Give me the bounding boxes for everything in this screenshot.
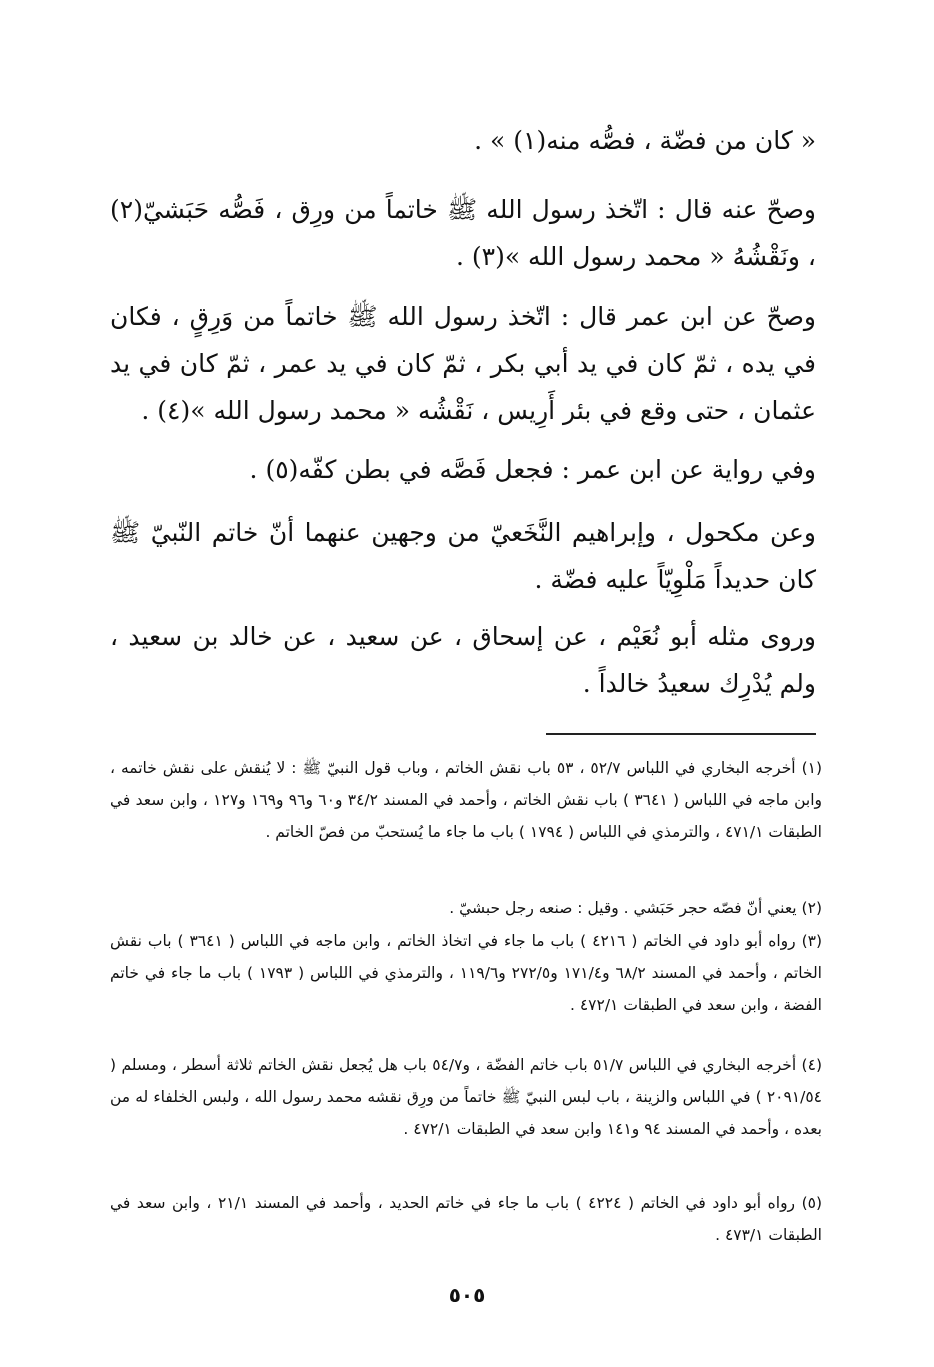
body-paragraph-2: وصحّ عنه قال : اتّخذ رسول الله ﷺ خاتماً من ورِق ، فَصُّه حَبَشيّ(٢) ، ونَقْشُهُ « محمد رسول الله »(٣) . — [110, 195, 816, 271]
footnote-1: (١) أخرجه البخاري في اللباس ٥٢/٧ ، ٥٣ باب نقش الخاتم ، وباب قول النبيّ ﷺ : لا يُنقش على نقش خاتمه ، وابن ماجه في اللباس ( ٣٦٤١ ) باب نقش الخاتم ، وأحمد في المسند ٣٤/٢ و٦٠ و٩٦ و١٦٩ و١٢٧ ، وابن سعد في الطبقات ٤٧١/١ ، والترمذي في اللباس ( ١٧٩٤ ) باب ما جاء ما يُستحبّ من فصّ الخاتم . — [110, 759, 823, 841]
body-paragraph-3: وصحّ عن ابن عمر قال : اتّخذ رسول الله ﷺ خاتماً من وَرِقٍ ، فكان في يده ، ثمّ كان في يد أبي بكر ، ثمّ كان في يد عمر ، ثمّ كان في يد عثمان ، حتى وقع في بئر أَرِيس ، نَقْشُه « محمد رسول الله »(٤) . — [110, 302, 816, 425]
body-paragraph-5: وعن مكحول ، وإبراهيم النَّخَعيّ من وجهين عنهما أنّ خاتم النّبيّ ﷺ كان حديداً مَلْوِيّاً عليه فضّة . — [110, 518, 816, 594]
footnote-4: (٤) أخرجه البخاري في اللباس ٥١/٧ باب خاتم الفضّة ، و٥٤/٧ باب هل يُجعل نقش الخاتم ثلاثة أسطر ، ومسلم ( ٢٠٩١/٥٤ ) في اللباس والزينة ، باب لبس النبيّ ﷺ خاتماً من ورِق نقشه محمد رسول الله ، ولبس الخلفاء له من بعده ، وأحمد في المسند ٩٤ و١٤١ وابن سعد في الطبقات ٤٧٢/١ . — [110, 1056, 822, 1138]
footnote-3: (٣) رواه أبو داود في الخاتم ( ٤٢١٦ ) باب ما جاء في اتخاذ الخاتم ، وابن ماجه في اللباس ( ٣٦٤١ ) باب نقش الخاتم ، وأحمد في المسند ٦٨/٢ و١٧١/٤ و٢٧٢/٥ و١١٩/٦ ، والترمذي في اللباس ( ١٧٩٣ ) باب ما جاء في خاتم الفضة ، وابن سعد في الطبقات ٤٧٢/١ . — [110, 932, 823, 1014]
body-paragraph-4: وفي رواية عن ابن عمر : فجعل فَصَّه في بطن كفّه(٥) . — [249, 455, 816, 484]
body-paragraph-6: وروى مثله أبو نُعَيْم ، عن إسحاق ، عن سعيد ، عن خالد بن سعيد ، ولم يُدْرِك سعيدُ خالداً . — [110, 622, 816, 698]
footnote-2: (٢) يعني أنّ فصّه حجر حَبَشي . وقيل : صنعه رجل حبشيّ . — [449, 899, 822, 917]
body-paragraph-1: « كان من فضّة ، فصُّه منه(١) » . — [474, 126, 816, 155]
footnote-5: (٥) رواه أبو داود في الخاتم ( ٤٢٢٤ ) باب ما جاء في خاتم الحديد ، وأحمد في المسند ٢١/١ ، وابن سعد في الطبقات ٤٧٣/١ . — [110, 1194, 823, 1244]
page-number: ٥٠٥ — [448, 1283, 486, 1307]
footnote-separator — [546, 733, 816, 735]
